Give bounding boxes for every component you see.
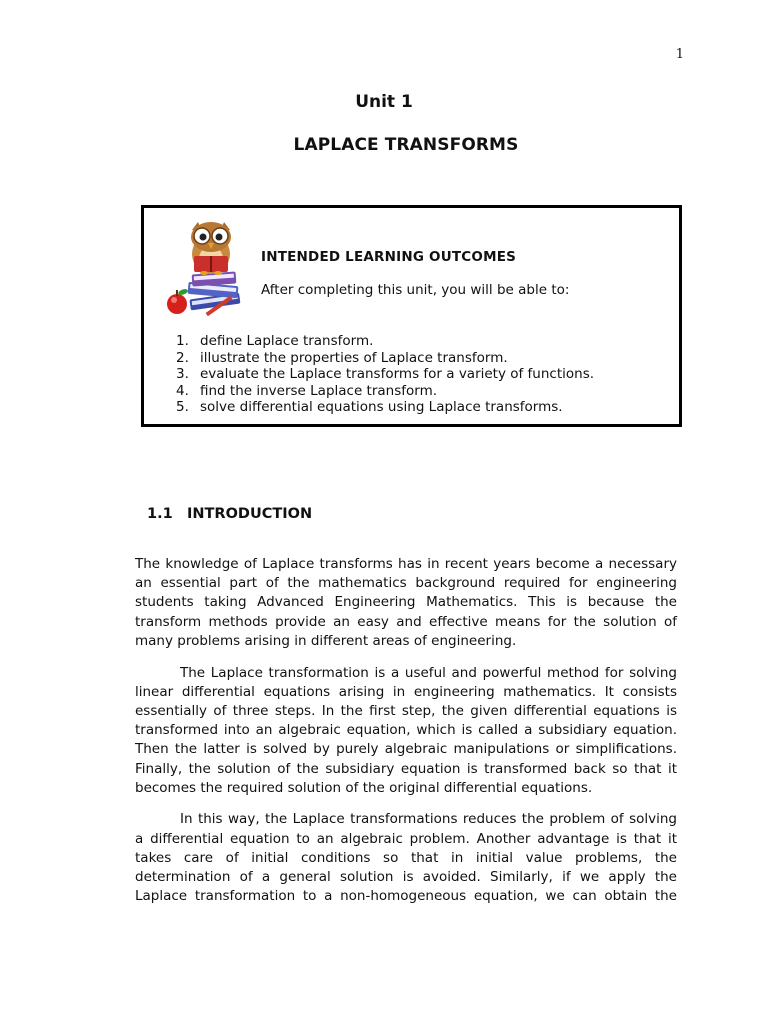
section-number: 1.1: [147, 506, 173, 522]
list-item-text: illustrate the properties of Laplace transform.: [200, 349, 508, 366]
list-item-text: solve differential equations using Laplace transforms.: [200, 399, 563, 416]
list-item-number: 1.: [176, 333, 189, 349]
list-item-text: define Laplace transform.: [200, 333, 374, 349]
list-item-number: 2.: [176, 349, 189, 366]
paragraph: The knowledge of Laplace transforms has in recent years become a necessary an essential part of the mathematics background required for engineering students taking Advanced Engineering Mathematics. This is because the transform methods provide an easy and effective means for the solution of many problems arising in different areas of engineering.: [135, 556, 677, 649]
list-item-number: 3.: [176, 366, 189, 383]
page-number: 1: [675, 47, 684, 62]
outcomes-heading: INTENDED LEARNING OUTCOMES: [261, 249, 517, 265]
section-title: INTRODUCTION: [187, 506, 313, 522]
list-item: [176, 383, 594, 400]
list-item: [176, 350, 594, 367]
list-item: [176, 399, 594, 416]
list-item-number: 4.: [176, 382, 189, 399]
page-title: LAPLACE TRANSFORMS: [293, 135, 519, 155]
paragraph: The Laplace transformation is a useful and powerful method for solving linear differential equations arising in engineering mathematics. It consists essentially of three steps. In the first step, the given differential equations is transformed into an algebraic equation, which is called a subsidiary equation. Then the latter is solved by purely algebraic manipulations or simplifications. Finally, the solution of the subsidiary equation is transformed back so that it becomes the required solution of the original differential equations.: [135, 664, 677, 796]
list-item-text: evaluate the Laplace transforms for a variety of functions.: [200, 366, 595, 383]
owl-reading-on-books-icon: [164, 212, 248, 322]
unit-title: Unit 1: [355, 92, 413, 112]
outcomes-list: [176, 333, 594, 416]
section-body: [135, 555, 677, 919]
learning-outcomes-box: [141, 205, 682, 427]
paragraph: In this way, the Laplace transformations reduces the problem of solving a differential equation to an algebraic problem. Another advantage is that it takes care of initial conditions so that in initial value problems, the determination of a general solution is avoided. Similarly, if we apply the Laplace transformation to a non-homogeneous equation, we can obtain the: [135, 811, 677, 905]
list-item-number: 5.: [176, 399, 189, 416]
outcomes-intro: After completing this unit, you will be able to:: [261, 282, 570, 298]
section-heading: [147, 506, 312, 522]
list-item: [176, 366, 594, 383]
list-item-text: find the inverse Laplace transform.: [200, 382, 438, 399]
list-item: [176, 333, 594, 350]
